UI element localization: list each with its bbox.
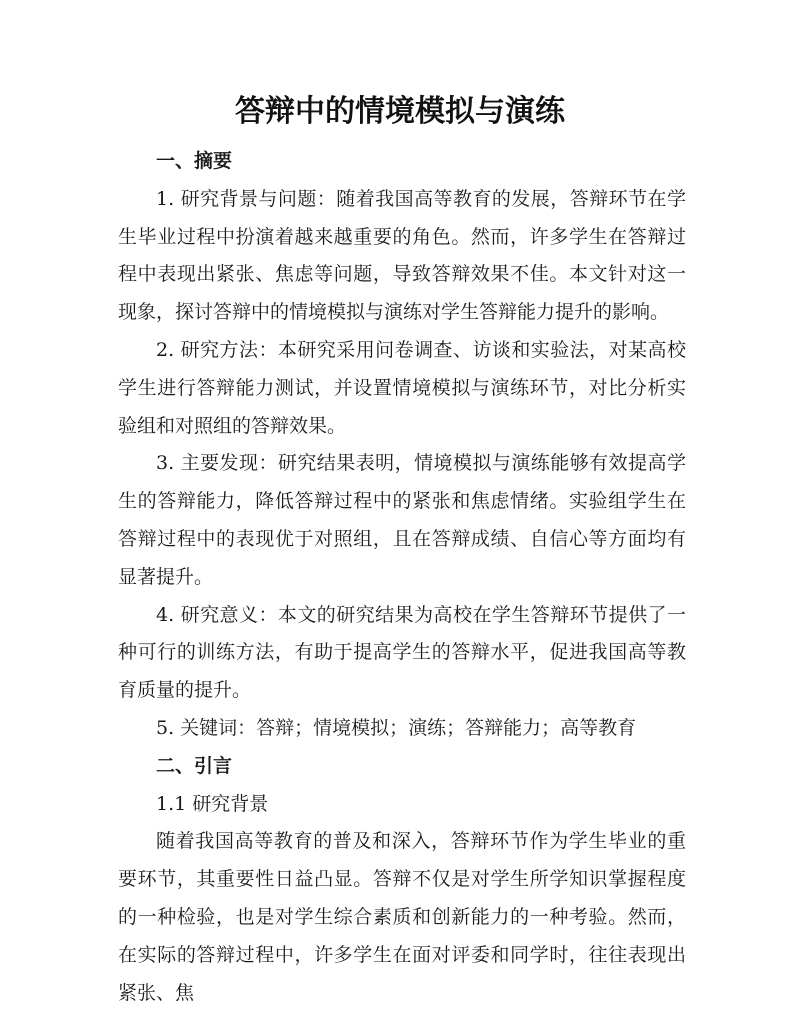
paragraph-research-background: 1. 研究背景与问题：随着我国高等教育的发展，答辩环节在学生毕业过程中扮演着越来越重要的角色。然而，许多学生在答辩过程中表现出紧张、焦虑等问题，导致答辩效果不佳。本文针对这一现象，探讨答辩中的情境模拟与演练对学生答辩能力提升的影响。: [118, 187, 686, 324]
paragraph-research-methods: 2. 研究方法：本研究采用问卷调查、访谈和实验法，对某高校学生进行答辩能力测试，并设置情境模拟与演练环节，对比分析实验组和对照组的答辩效果。: [118, 338, 686, 437]
paragraph-research-significance: 4. 研究意义：本文的研究结果为高校在学生答辩环节提供了一种可行的训练方法，有助于提高学生的答辩水平，促进我国高等教育质量的提升。: [118, 603, 686, 702]
paragraph-keywords: 5. 关键词：答辩；情境模拟；演练；答辩能力；高等教育: [156, 716, 637, 739]
document-body: [118, 143, 686, 1012]
paragraph-main-findings: 3. 主要发现：研究结果表明，情境模拟与演练能够有效提高学生的答辩能力，降低答辩过程中的紧张和焦虑情绪。实验组学生在答辩过程中的表现优于对照组，且在答辩成绩、自信心等方面均有显著提升。: [118, 452, 686, 588]
document-title: 答辩中的情境模拟与演练: [235, 94, 565, 129]
section-heading-introduction: 二、引言: [156, 754, 233, 777]
paragraph-intro-background: 随着我国高等教育的普及和深入，答辩环节作为学生毕业的重要环节，其重要性日益凸显。答辩不仅是对学生所学知识掌握程度的一种检验，也是对学生综合素质和创新能力的一种考验。然而，在实际的答辩过程中，许多学生在面对评委和同学时，往往表现出紧张、焦: [118, 830, 686, 1004]
subsection-heading-background: 1.1 研究背景: [156, 792, 269, 815]
section-heading-abstract: 一、摘要: [156, 150, 233, 172]
